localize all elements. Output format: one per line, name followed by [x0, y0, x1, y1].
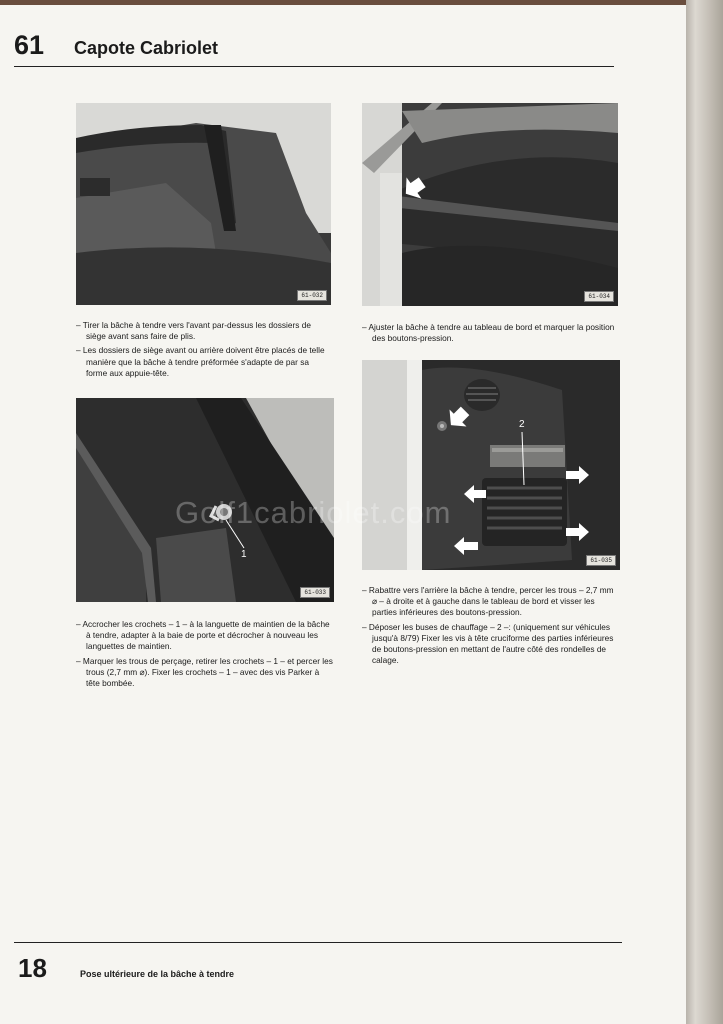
- caption-left-top: [76, 320, 331, 382]
- chapter-title: Capote Cabriolet: [74, 38, 219, 58]
- instruction-item: – Déposer les buses de chauffage – 2 –: (uniquement sur véhicules jusqu'à 8/79) Fixer les vis à tête cruciforme des parties inférieures de boutons-pression en mettant de l'autre côté des rondelles de calage.: [362, 621, 614, 666]
- chapter-number: 61: [14, 30, 45, 60]
- scan-right-edge: [686, 0, 723, 1024]
- caption-right-top: [362, 322, 618, 347]
- footer-title: Pose ultérieure de la bâche à tendre: [80, 969, 235, 979]
- instruction-item: – Accrocher les crochets – 1 – à la languette de maintien de la bâche à tendre, adapter à la baie de porte et décrocher à nouveau les languettes de maintien.: [76, 619, 330, 652]
- instruction-item: – Rabattre vers l'arrière la bâche à tendre, percer les trous – 2,7 mm ⌀ – à droite et à gauche dans le tableau de bord et visser les parties inférieures des boutons-pression.: [362, 585, 614, 618]
- scan-top-edge: [0, 0, 723, 5]
- photo-tag: 61-033: [300, 587, 330, 598]
- photo-tag: 61-035: [586, 555, 616, 566]
- instruction-item: – Les dossiers de siège avant ou arrière doivent être placés de telle manière que la bâche à tendre préformée s'adapte de par sa forme aux appuie-tête.: [76, 345, 325, 378]
- photo-heater-vent: [362, 360, 620, 570]
- page-number: 18: [18, 953, 47, 983]
- photo-dashboard: [362, 103, 618, 306]
- instruction-item: – Marquer les trous de perçage, retirer les crochets – 1 – et percer les trous (2,7 mm ⌀). Fixer les crochets – 1 – avec des vis Parker à tête bombée.: [76, 655, 333, 689]
- callout-label: 1: [241, 549, 247, 560]
- callout-label: 2: [519, 419, 525, 430]
- caption-left-bottom: [76, 619, 334, 692]
- instruction-item: – Tirer la bâche à tendre vers l'avant par-dessus les dossiers de siège avant sans faire de plis.: [76, 320, 311, 342]
- photo-tag: 61-034: [584, 291, 614, 302]
- footer-rule: [14, 942, 622, 943]
- instruction-item: – Ajuster la bâche à tendre au tableau de bord et marquer la position des boutons-pression.: [362, 322, 615, 344]
- caption-right-bottom: [362, 585, 620, 669]
- photo-tag: 61-032: [297, 290, 327, 301]
- watermark-text: Golf1cabriolet.com: [175, 495, 452, 530]
- photo-seat-rollbar: [76, 103, 331, 305]
- header-rule: [14, 66, 614, 67]
